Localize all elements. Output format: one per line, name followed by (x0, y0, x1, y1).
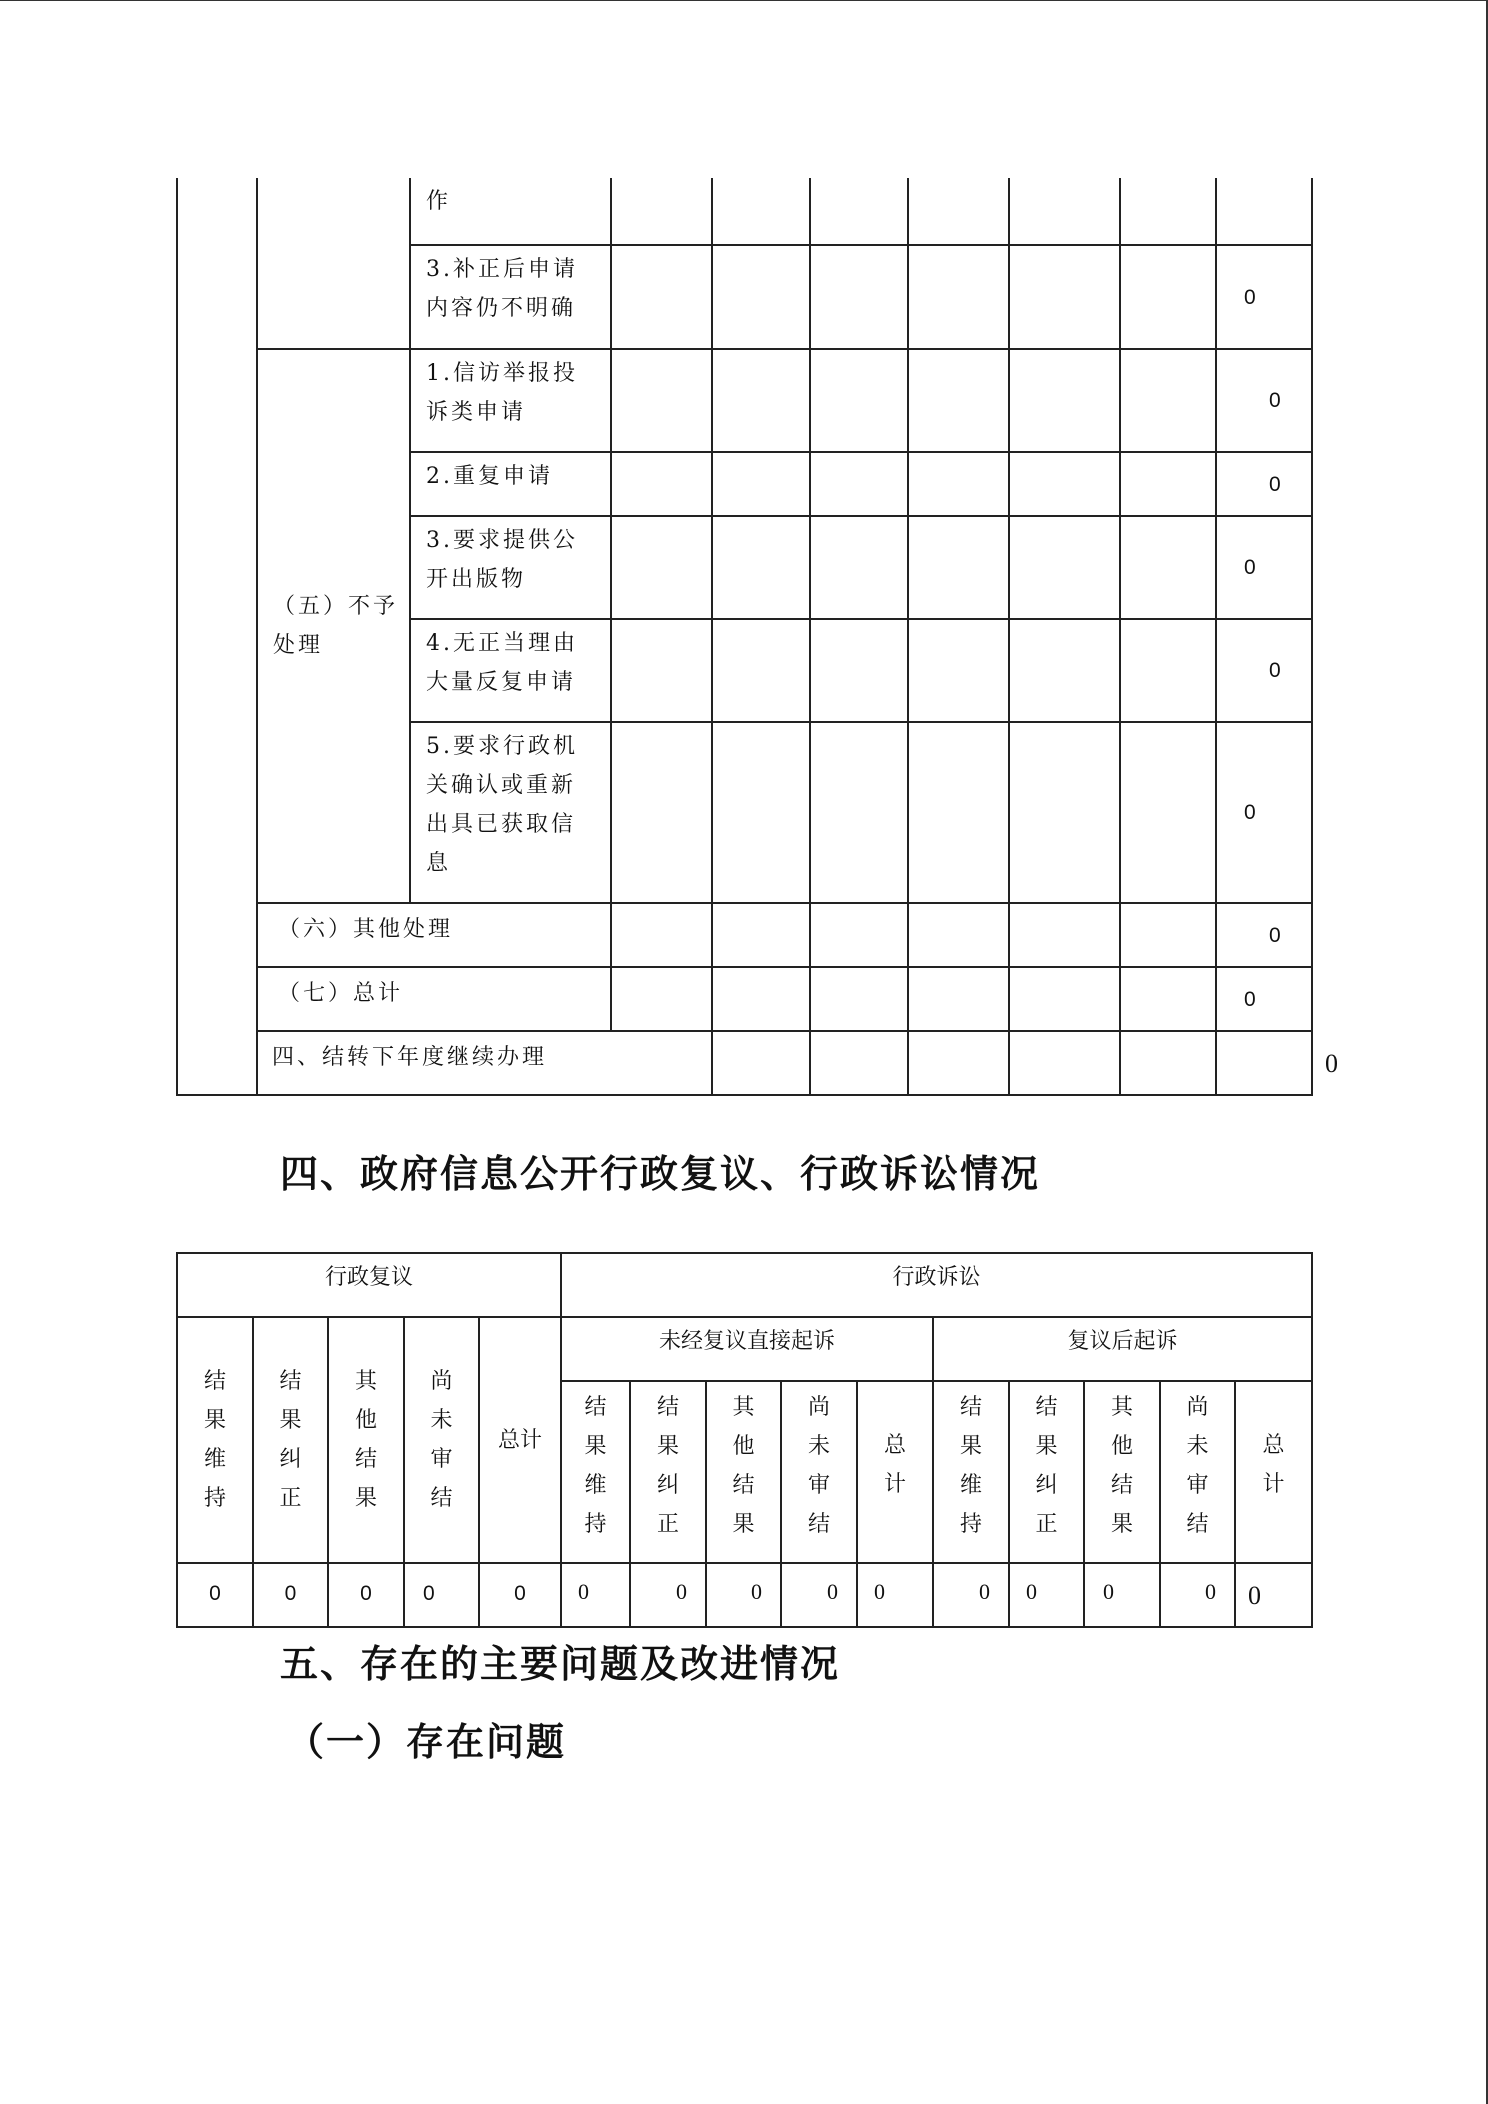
total-value: 0 (1216, 349, 1312, 452)
value-cell: 0 (630, 1563, 706, 1627)
table-left-margin-cell (177, 178, 257, 1095)
col-direct-other: 其他结果 (706, 1381, 781, 1563)
total-value: 0 (1216, 452, 1312, 516)
value-cell: 0 (253, 1563, 328, 1627)
total-value: 0 (1216, 619, 1312, 722)
total-value: 0 (1216, 245, 1312, 349)
value-cell: 0 (706, 1563, 781, 1627)
table-group-cell (257, 178, 410, 349)
total-value: 0 (1216, 903, 1312, 967)
row-label: 作 (410, 178, 611, 245)
col-after-upheld: 结果维持 (933, 1381, 1009, 1563)
row-label: 1.信访举报投诉类申请 (410, 349, 611, 452)
value-cell: 0 (1235, 1563, 1312, 1627)
header-admin-review: 行政复议 (177, 1253, 561, 1317)
col-direct-pending: 尚未审结 (781, 1381, 857, 1563)
col-review-pending: 尚未审结 (404, 1317, 479, 1563)
value-cell: 0 (177, 1563, 253, 1627)
value-cell: 0 (1084, 1563, 1160, 1627)
row-label: 5.要求行政机关确认或重新出具已获取信息 (410, 722, 611, 903)
col-review-total: 总计 (479, 1317, 561, 1563)
col-after-total: 总计 (1235, 1381, 1312, 1563)
col-after-other: 其他结果 (1084, 1381, 1160, 1563)
total-value: 0 (1216, 516, 1312, 619)
value-cell: 0 (328, 1563, 404, 1627)
value-cell: 0 (1009, 1563, 1084, 1627)
row-label: 四、结转下年度继续办理 (257, 1031, 712, 1095)
row-label: 4.无正当理由大量反复申请 (410, 619, 611, 722)
value-cell: 0 (857, 1563, 933, 1627)
value-cell: 0 (404, 1563, 479, 1627)
col-direct-total: 总计 (857, 1381, 933, 1563)
row-label: （七）总计 (257, 967, 611, 1031)
header-after-review-suit: 复议后起诉 (933, 1317, 1312, 1381)
application-handling-table: 作 3.补正后申请内容仍不明确 0 （五）不予处理 1.信访举报投诉类申请 0 2.重复申请 0 3.要求提供公开出版物 0 4.无正当理由大量反复申请 0 5.要求行政机关确认或重新出具已获取信息 0 （六）其他处理 0 （七）总计 0 四、结转下年度继续办理 0 (176, 178, 1313, 1096)
row-label: 2.重复申请 (410, 452, 611, 516)
subsection-heading-problems: （一）存在问题 (286, 1719, 567, 1764)
col-review-other: 其他结果 (328, 1317, 404, 1563)
group-buyu-chuli: （五）不予处理 (257, 349, 410, 903)
col-direct-corrected: 结果纠正 (630, 1381, 706, 1563)
section-heading-5: 五、存在的主要问题及改进情况 (280, 1641, 841, 1686)
row-label: 3.补正后申请内容仍不明确 (410, 245, 611, 349)
row-label: 3.要求提供公开出版物 (410, 516, 611, 619)
review-litigation-table (176, 1252, 1313, 1628)
page-top-border (0, 0, 1486, 1)
header-admin-litigation: 行政诉讼 (561, 1253, 1312, 1317)
total-value: 0 (1216, 967, 1312, 1031)
value-cell: 0 (561, 1563, 630, 1627)
section-heading-4: 四、政府信息公开行政复议、行政诉讼情况 (280, 1151, 1041, 1196)
header-direct-suit: 未经复议直接起诉 (561, 1317, 933, 1381)
col-after-corrected: 结果纠正 (1009, 1381, 1084, 1563)
value-cell: 0 (1160, 1563, 1235, 1627)
value-cell: 0 (479, 1563, 561, 1627)
value-cell: 0 (933, 1563, 1009, 1627)
total-value: 0 (1216, 722, 1312, 903)
value-cell: 0 (781, 1563, 857, 1627)
col-review-corrected: 结果纠正 (253, 1317, 328, 1563)
row-label: （六）其他处理 (257, 903, 611, 967)
col-review-upheld: 结果维持 (177, 1317, 253, 1563)
col-direct-upheld: 结果维持 (561, 1381, 630, 1563)
col-after-pending: 尚未审结 (1160, 1381, 1235, 1563)
